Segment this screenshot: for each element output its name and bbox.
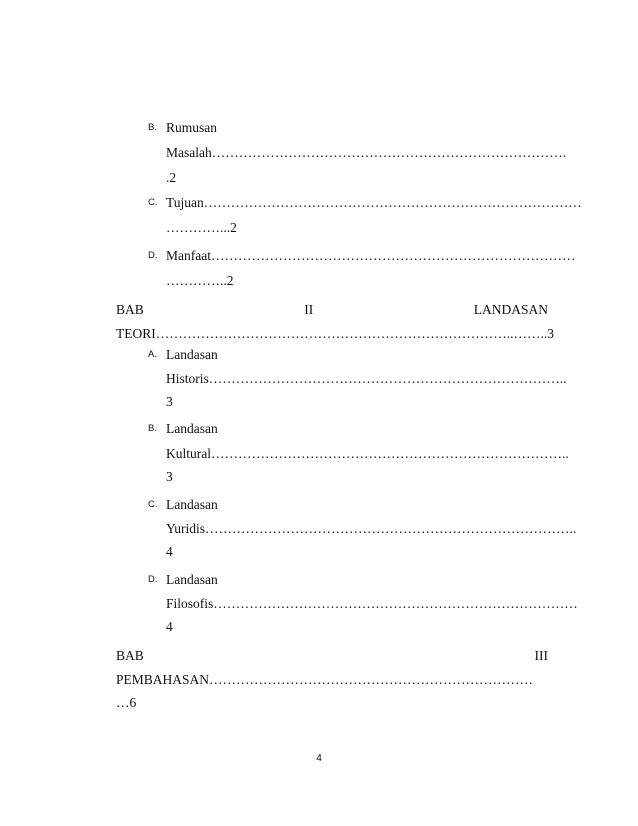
item-letter: C. (148, 197, 158, 208)
item-letter: B. (148, 423, 157, 434)
entry-page: 3 (166, 394, 173, 409)
chapter-dot-leader: PEMBAHASAN……………………………………………………………… (116, 672, 534, 687)
chapter-number: II (304, 302, 314, 317)
item-letter: B. (148, 122, 157, 133)
entry-page: 3 (166, 469, 173, 484)
entry-title: Landasan (166, 497, 218, 512)
entry-title: Manfaat……………………………………………………………………… (166, 248, 576, 263)
entry-title: Rumusan (166, 120, 218, 135)
entry-page: .2 (166, 170, 177, 185)
entry-page: 4 (166, 619, 173, 634)
entry-dot-leader: Yuridis……………………………………………………………………….. (166, 521, 577, 536)
entry-page: …………..2 (166, 273, 234, 288)
chapter-number: III (534, 648, 548, 663)
chapter-page: …6 (116, 695, 137, 710)
entry-dot-leader: Kultural…………………………………………………………………….. (166, 446, 569, 461)
item-letter: A. (148, 349, 157, 360)
chapter-dot-leader: TEORI……………………………………………………………………..……..3 (116, 326, 554, 341)
entry-page: 4 (166, 544, 173, 559)
entry-title: Landasan (166, 572, 218, 587)
item-letter: D. (148, 250, 158, 261)
entry-page: …………...2 (166, 220, 237, 235)
entry-dot-leader: Filosofis……………………………………………………………………… (166, 596, 578, 611)
entry-title: Tujuan………………………………………………………………………… (166, 195, 582, 210)
chapter-heading (116, 302, 548, 318)
entry-dot-leader: Historis…………………………………………………………………….. (166, 371, 567, 386)
item-letter: C. (148, 499, 158, 510)
entry-title: Landasan (166, 421, 218, 436)
chapter-word: BAB (116, 302, 144, 317)
entry-title: Landasan (166, 347, 218, 362)
page-number: 4 (316, 753, 322, 764)
chapter-word: LANDASAN (473, 302, 548, 317)
item-letter: D. (148, 574, 158, 585)
chapter-word: BAB (116, 648, 144, 663)
entry-dot-leader: Masalah……………………………………………………………………. (166, 145, 567, 160)
chapter-heading (116, 648, 548, 664)
